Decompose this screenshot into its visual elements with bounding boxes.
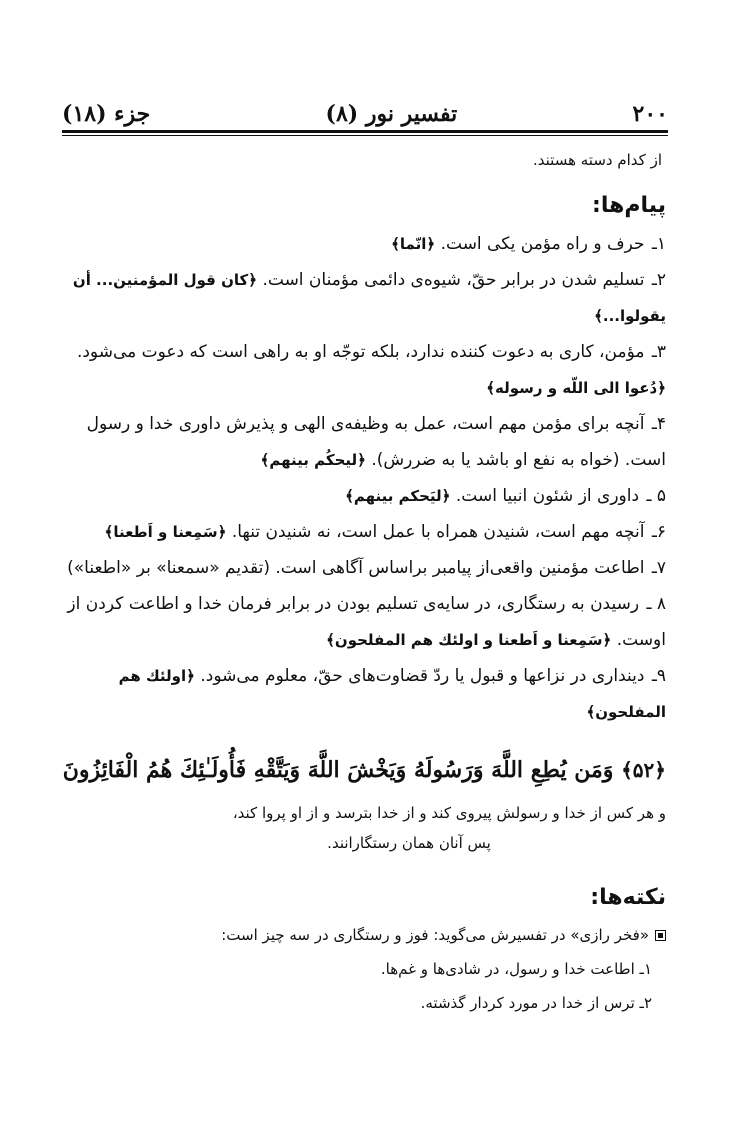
page-content — [62, 142, 666, 1020]
book-title: تفسیر نور (۸) — [325, 101, 458, 127]
note-subitem: ۱ـ اطاعت خدا و رسول، در شادی‌ها و غم‌ها. — [380, 960, 652, 978]
quran-quote: ﴿سَمِعنا و اَطعنا و اولئك هم المفلحون﴾ — [326, 631, 612, 649]
part-label: جزء (۱۸) — [62, 101, 151, 127]
payam-item: ۹ـ دینداری در نزاعها و قبول یا ردّ قضاوت‌های حقّ، معلوم می‌شود. ﴿اولئك هم المفلحون﴾ — [118, 666, 666, 721]
note-text: «فخر رازی» در تفسیرش می‌گوید: فوز و رستگاری در سه چیز است: — [221, 926, 649, 944]
intro-text: از کدام دسته هستند. — [533, 151, 662, 169]
verse-text: وَمَن يُطِعِ اللَّهَ وَرَسُولَهُ وَيَخْشَ اللَّهَ وَيَتَّقْهِ فَأُولَـٰئِكَ هُمُ الْفَائِزُونَ — [62, 757, 614, 783]
quran-quote: ﴿اولئك هم المفلحون﴾ — [118, 667, 666, 721]
payam-item: ۱ـ حرف و راه مؤمن یکی است. ﴿انّما﴾ — [391, 234, 666, 254]
quran-verse — [62, 748, 666, 792]
bullet-square-icon — [655, 930, 666, 941]
payamha-title: پیام‌ها: — [592, 193, 666, 218]
quran-quote: ﴿سَمِعنا و اَطعنا﴾ — [104, 523, 227, 541]
payam-item: ۳ـ مؤمن، کاری به دعوت کننده ندارد، بلکه توجّه او به راهی است که دعوت می‌شود. ﴿دُعوا الی اللّه و رسوله﴾ — [76, 342, 666, 397]
payam-item: ۲ـ تسلیم شدن در برابر حقّ، شیوه‌ی دائمی مؤمنان است. ﴿کان قول المؤمنین... أن یقولوا...﴾ — [72, 270, 666, 325]
quran-quote: ﴿کان قول المؤمنین... أن یقولوا...﴾ — [72, 271, 666, 325]
quran-quote: ﴿لیحکُم بینهم﴾ — [260, 451, 366, 469]
quran-quote: ﴿انّما﴾ — [391, 235, 436, 253]
verse-number: ﴿۵۲﴾ — [621, 758, 666, 782]
header-rule-thin — [62, 135, 668, 136]
verse-translation — [62, 798, 666, 858]
translation-line-2: پس آنان همان رستگارانند. — [327, 834, 491, 852]
payam-item: ۸ ـ رسیدن به رستگاری، در سایه‌ی تسلیم بودن در برابر فرمان خدا و اطاعت کردن از اوست. ﴿سَمِعنا و اَطعنا و اولئك هم المفلحون﴾ — [67, 594, 666, 650]
nokat-title: نکته‌ها: — [590, 885, 666, 910]
payam-item: ۶ـ آنچه مهم است، شنیدن همراه با عمل است، نه شنیدن تنها. ﴿سَمِعنا و اَطعنا﴾ — [104, 522, 666, 542]
quran-quote: ﴿لیَحکم بینهم﴾ — [345, 487, 451, 505]
payam-item: ۴ـ آنچه برای مؤمن مهم است، عمل به وظیفه‌ی الهی و پذیرش داوری خدا و رسول است. (خواه به نفع او باشد یا به ضررش). ﴿لیحکُم بینهم﴾ — [86, 414, 666, 470]
page-header — [62, 93, 668, 127]
payam-item: ۵ ـ داوری از شئون انبیا است. ﴿لیَحکم بینهم﴾ — [345, 486, 666, 506]
page-number: ۲۰۰ — [632, 101, 668, 127]
header-rule — [62, 130, 668, 133]
quran-quote: ﴿دُعوا الی اللّه و رسوله﴾ — [486, 379, 666, 397]
note-subitem: ۲ـ ترس از خدا در مورد کردار گذشته. — [420, 994, 652, 1012]
payam-item: ۷ـ اطاعت مؤمنین واقعی‌از پیامبر براساس آگاهی است. (تقدیم «سمعنا» بر «اطعنا») — [67, 558, 666, 578]
translation-line-1: و هر کس از خدا و رسولش پیروی کند و از خدا بترسد و از او پروا کند، — [232, 804, 666, 822]
note-item — [62, 918, 666, 952]
